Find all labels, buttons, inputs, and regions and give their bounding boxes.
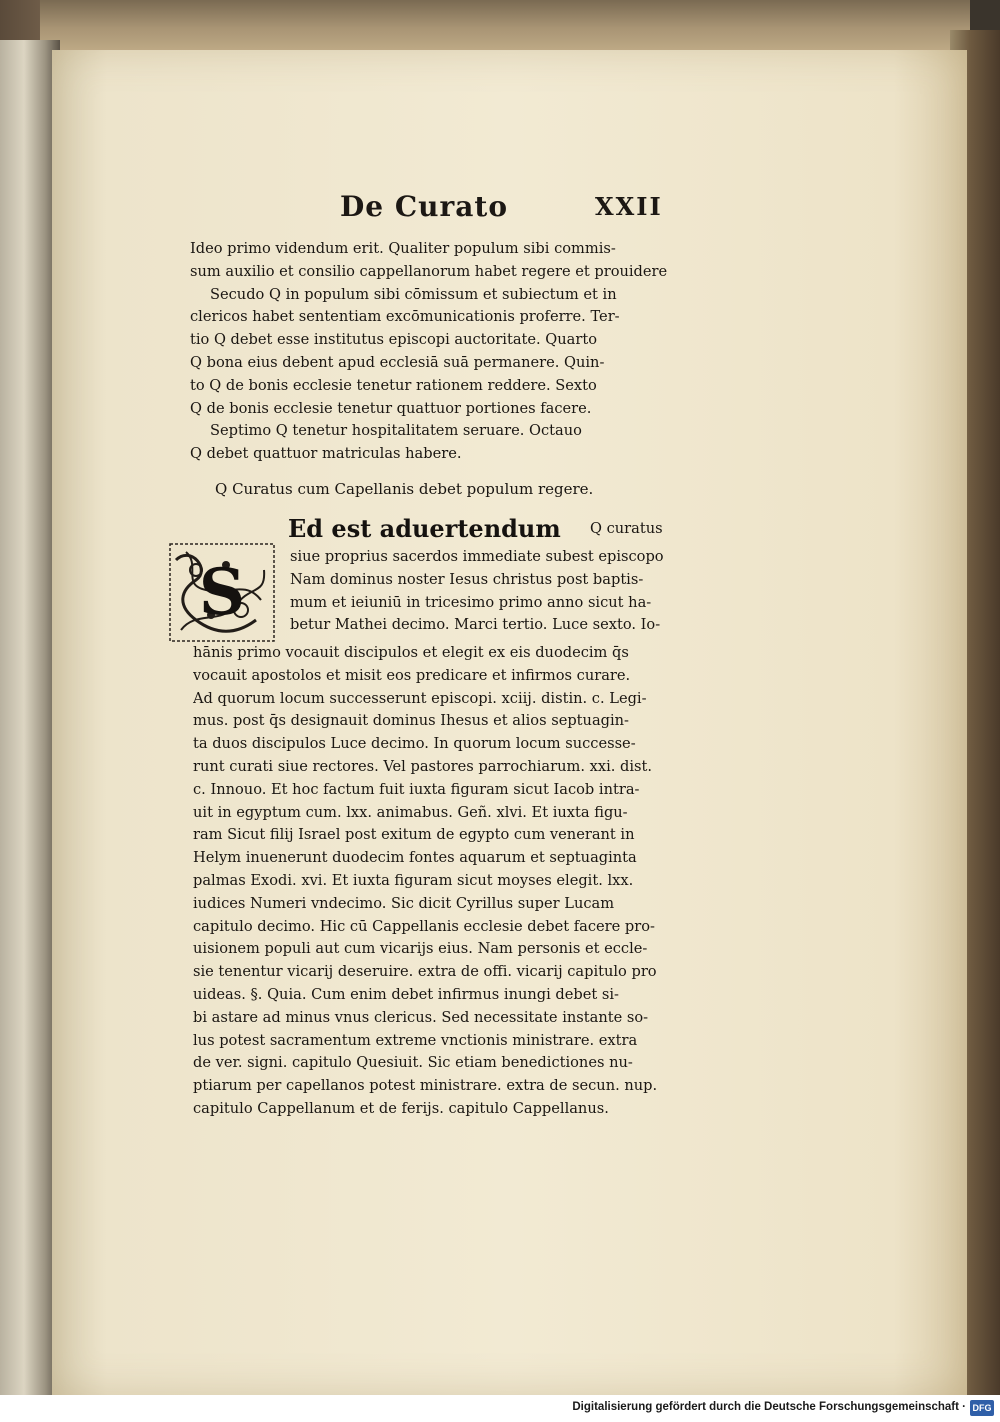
text-line: capitulo Cappellanum et de ferijs. capitulo Cappellanus.: [193, 1099, 609, 1117]
intro-paragraph: [190, 238, 690, 466]
text-line: palmas Exodi. xvi. Et iuxta figuram sicut moyses elegit. lxx.: [193, 871, 634, 889]
incipit-continuation: Q curatus: [590, 520, 663, 537]
funding-credit: Digitalisierung gefördert durch die Deutsche Forschungsgemeinschaft ·: [572, 1401, 966, 1413]
text-line: tio Q debet esse institutus episcopi auctoritate. Quarto: [190, 331, 598, 349]
text-line: siue proprius sacerdos immediate subest episcopo: [290, 548, 664, 565]
text-line: mus. post q̄s designauit dominus Ihesus et alios septuagin-: [193, 712, 629, 730]
body-beside-initial: [290, 546, 690, 637]
decorated-initial: [166, 540, 278, 645]
folio-number: XXII: [595, 192, 663, 221]
text-line: lus potest sacramentum extreme vnctionis ministrare. extra: [193, 1031, 638, 1049]
text-line: ta duos discipulos Luce decimo. In quorum locum successe-: [193, 735, 636, 753]
text-line: runt curati siue rectores. Vel pastores parrochiarum. xxi. dist.: [193, 757, 653, 775]
text-line: ram Sicut filij Israel post exitum de egypto cum venerant in: [193, 826, 635, 844]
running-head: [340, 190, 680, 230]
text-line: clericos habet sententiam excōmunicationis proferre. Ter-: [190, 308, 620, 326]
text-line: uideas. §. Quia. Cum enim debet infirmus inungi debet si-: [193, 985, 619, 1003]
text-line: Q bona eius debent apud ecclesiā suā permanere. Quin-: [190, 353, 605, 371]
footer-bar: [0, 1396, 1000, 1422]
text-line: Ad quorum locum successerunt episcopi. xciij. distin. c. Legi-: [193, 689, 647, 707]
text-line: ptiarum per capellanos potest ministrare. extra de secun. nup.: [193, 1077, 658, 1095]
text-line: vocauit apostolos et misit eos predicare et infirmos curare.: [193, 666, 631, 684]
text-line: mum et ieiuniū in tricesimo primo anno sicut ha-: [290, 593, 652, 611]
text-line: capitulo decimo. Hic cū Cappellanis ecclesie debet facere pro-: [193, 917, 655, 935]
text-line: sum auxilio et consilio cappellanorum habet regere et prouidere: [190, 262, 668, 280]
text-line: uit in egyptum cum. lxx. animabus. Geñ. xlvi. Et iuxta figu-: [193, 803, 628, 821]
text-line: sie tenentur vicarij deseruire. extra de offi. vicarij capitulo pro: [193, 963, 657, 981]
text-line: Nam dominus noster Iesus christus post baptis-: [290, 570, 644, 588]
text-line: uisionem populi aut cum vicarijs eius. Nam personis et eccle-: [193, 940, 648, 958]
text-line: c. Innouo. Et hoc factum fuit iuxta figuram sicut Iacob intra-: [193, 780, 640, 798]
body-paragraph: [193, 642, 693, 1121]
section-heading: Q Curatus cum Capellanis debet populum regere.: [215, 480, 594, 498]
text-line: Secudo Q in populum sibi cōmissum et subiectum et in: [210, 285, 617, 303]
text-line: Q de bonis ecclesie tenetur quattuor portiones facere.: [190, 399, 592, 417]
text-line: to Q de bonis ecclesie tenetur rationem reddere. Sexto: [190, 376, 597, 394]
text-line: betur Mathei decimo. Marci tertio. Luce sexto. Io-: [290, 616, 661, 634]
text-line: hānis primo vocauit discipulos et elegit ex eis duodecim q̄s: [193, 644, 629, 661]
initial-letter: S: [198, 555, 246, 630]
incipit: Ed est aduertendum: [288, 514, 561, 543]
dfg-logo: DFG: [970, 1400, 994, 1416]
facing-page-edge: [0, 40, 60, 1395]
text-line: de ver. signi. capitulo Quesiuit. Sic etiam benedictiones nu-: [193, 1054, 633, 1072]
running-head-title: De Curato: [340, 190, 508, 223]
text-line: iudices Numeri vndecimo. Sic dicit Cyrillus super Lucam: [193, 894, 615, 912]
text-line: Ideo primo videndum erit. Qualiter populum sibi commis-: [190, 240, 616, 257]
text-line: Septimo Q tenetur hospitalitatem seruare. Octauo: [210, 422, 582, 440]
text-line: bi astare ad minus vnus clericus. Sed necessitate instante so-: [193, 1008, 649, 1026]
text-line: Helym inuenerunt duodecim fontes aquarum et septuaginta: [193, 849, 637, 867]
text-line: Q debet quattuor matriculas habere.: [190, 445, 462, 463]
